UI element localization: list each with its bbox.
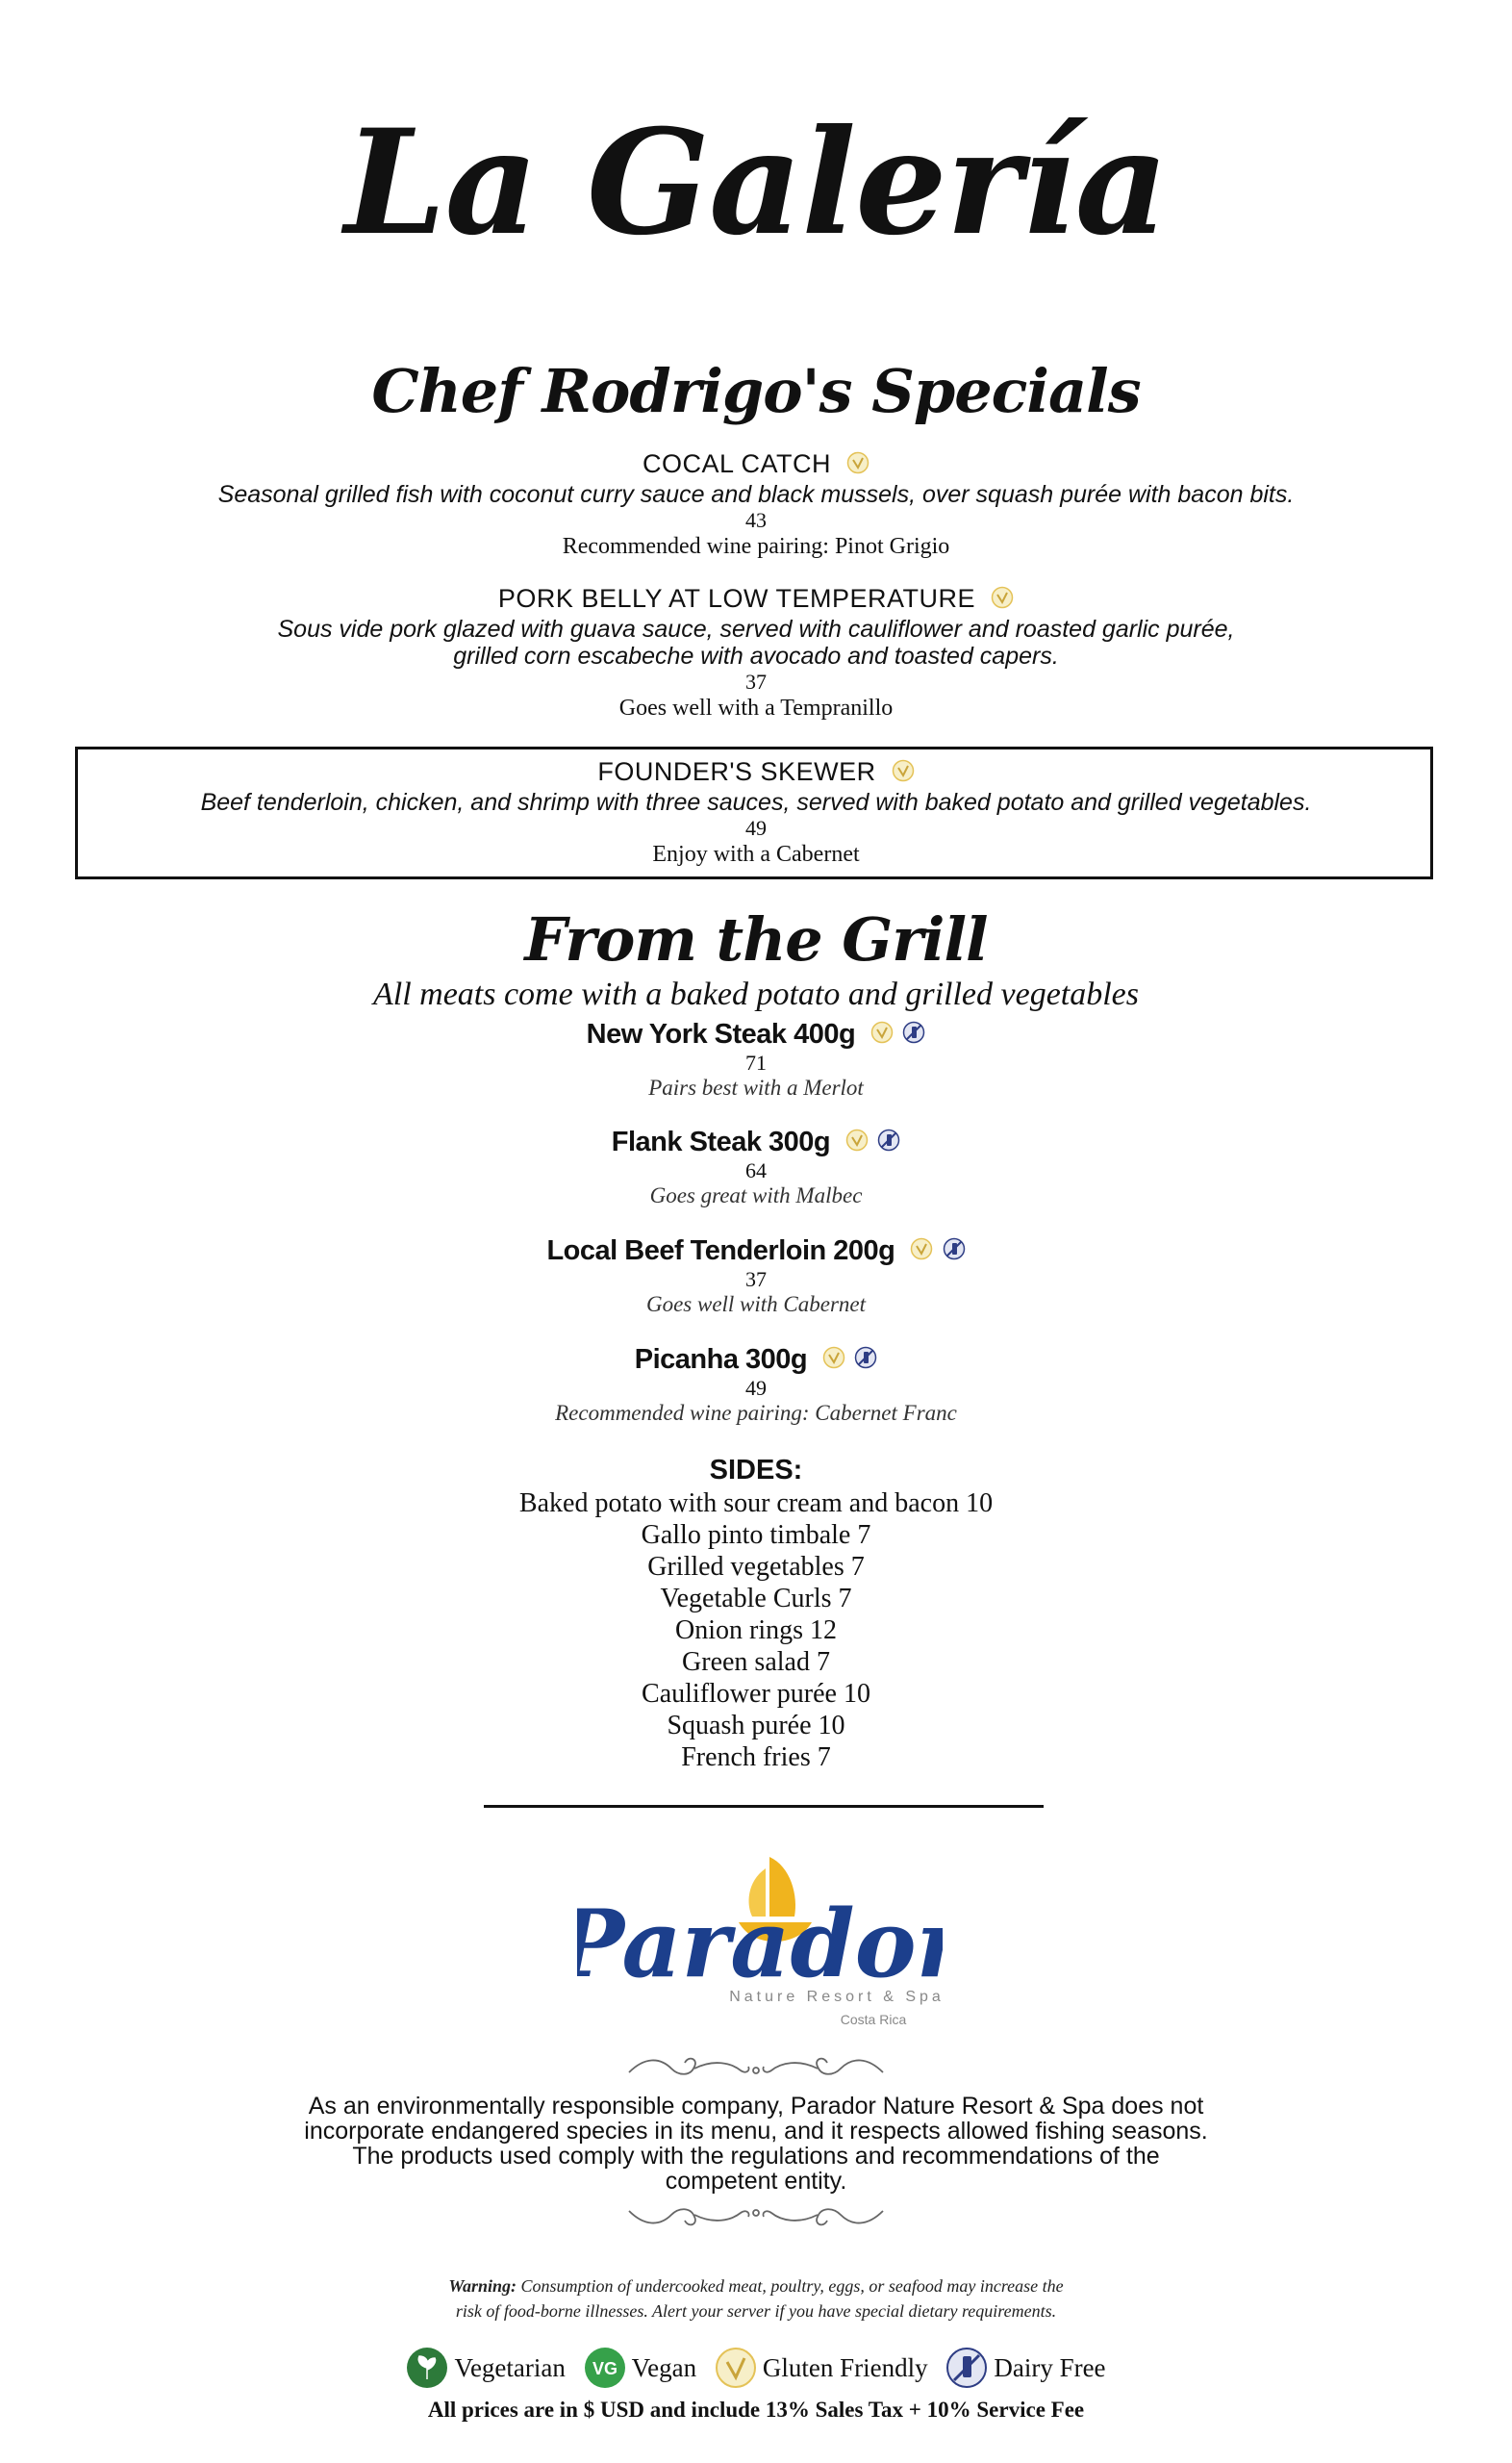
grill-item-price: 49 (745, 1376, 767, 1401)
dish-pairing: Enjoy with a Cabernet (652, 841, 860, 867)
gluten-friendly-icon (870, 1019, 894, 1052)
side-item: Squash purée 10 (667, 1711, 845, 1740)
notice-line: The products used comply with the regulations and recommendations of the (352, 2143, 1160, 2170)
warning-label: Warning: (448, 2276, 517, 2296)
grill-item-picanha (0, 1343, 1512, 1427)
sides-heading: SIDES: (709, 1455, 803, 1485)
legend-label: Gluten Friendly (762, 2353, 928, 2382)
grill-item-price: 37 (745, 1267, 767, 1292)
gluten-friendly-icon (715, 2347, 757, 2389)
logo-tagline: Nature Resort & Spa (729, 1989, 943, 2005)
grill-item-new-york-steak (0, 1018, 1512, 1102)
dairy-free-icon (943, 1235, 966, 1268)
warning-line: risk of food-borne illnesses. Alert your server if you have special dietary requirements. (455, 2301, 1057, 2321)
specials-section (0, 356, 1512, 427)
grill-item-local-beef-tenderloin (0, 1234, 1512, 1318)
dish-name: PORK BELLY AT LOW TEMPERATURE (497, 584, 976, 613)
section-divider (484, 1805, 1044, 1808)
grill-item-name: Local Beef Tenderloin 200g (546, 1235, 895, 1266)
ornament-top-icon (625, 2049, 887, 2088)
dish-name: FOUNDER'S SKEWER (597, 757, 876, 786)
grill-item-pairing: Goes well with Cabernet (645, 1292, 867, 1317)
specials-title: Chef Rodrigo's Specials (371, 356, 1141, 426)
gluten-friendly-icon (910, 1235, 933, 1268)
notice-line: As an environmentally responsible company, Parador Nature Resort & Spa does not (308, 2093, 1204, 2120)
grill-title: From the Grill (524, 904, 988, 975)
dairy-free-icon (877, 1127, 900, 1159)
warning-line: Consumption of undercooked meat, poultry, eggs, or seafood may increase the (520, 2276, 1064, 2296)
grill-section (0, 904, 1512, 1014)
dish-pairing: Recommended wine pairing: Pinot Grigio (562, 533, 950, 559)
gluten-friendly-icon (892, 758, 915, 789)
side-item: Baked potato with sour cream and bacon 10 (518, 1488, 994, 1518)
side-item: Grilled vegetables 7 (647, 1552, 865, 1582)
dish-price: 49 (745, 815, 767, 840)
grill-item-flank-steak (0, 1126, 1512, 1209)
sides-section (0, 1453, 1512, 1773)
parador-logo (577, 1847, 943, 2030)
legend-label: Dairy Free (994, 2353, 1106, 2382)
grill-subtitle: All meats come with a baked potato and grilled vegetables (372, 977, 1139, 1012)
dish-description-line-2: grilled corn escabeche with avocado and toasted capers. (453, 642, 1059, 670)
legend-dairy-free (945, 2346, 1105, 2390)
side-item: Vegetable Curls 7 (660, 1584, 852, 1613)
side-item: Gallo pinto timbale 7 (641, 1520, 871, 1550)
notice-line: incorporate endangered species in its menu, and it respects allowed fishing seasons. (304, 2118, 1208, 2145)
dish-description: Seasonal grilled fish with coconut curry sauce and black mussels, over squash purée with bacon bits. (217, 480, 1295, 508)
legend-vegan (584, 2346, 696, 2390)
gluten-friendly-icon (846, 450, 869, 481)
grill-item-pairing: Goes great with Malbec (649, 1183, 863, 1208)
grill-item-name: Picanha 300g (634, 1344, 808, 1375)
grill-item-pairing: Recommended wine pairing: Cabernet Franc (555, 1401, 957, 1426)
dish-name: COCAL CATCH (642, 449, 831, 478)
dairy-free-icon (902, 1019, 925, 1052)
legend-label: Vegetarian (454, 2353, 566, 2382)
grill-item-name: Flank Steak 300g (611, 1127, 831, 1157)
grill-item-name: New York Steak 400g (586, 1019, 856, 1050)
logo-location: Costa Rica (840, 2012, 907, 2027)
dish-description-line-1: Sous vide pork glazed with guava sauce, served with cauliflower and roasted garlic purée, (277, 615, 1235, 643)
side-item: Cauliflower purée 10 (642, 1679, 870, 1709)
side-item: Onion rings 12 (675, 1615, 837, 1645)
side-item: Green salad 7 (682, 1647, 830, 1677)
dish-description: Beef tenderloin, chicken, and shrimp with three sauces, served with baked potato and grilled vegetables. (200, 788, 1312, 816)
vegan-badge: VG (592, 2359, 617, 2378)
legend-gluten-friendly (715, 2346, 928, 2390)
ornament-bottom-icon (625, 2196, 887, 2234)
logo-brand: arador (621, 1890, 943, 1998)
dish-pairing: Goes well with a Tempranillo (618, 695, 894, 721)
grill-item-price: 64 (745, 1158, 767, 1183)
dietary-legend (0, 2346, 1512, 2402)
restaurant-title: La Galería (344, 98, 1168, 267)
special-item-cocal-catch (0, 448, 1512, 560)
grill-item-pairing: Pairs best with a Merlot (648, 1076, 864, 1101)
prices-note: All prices are in $ USD and include 13% Sales Tax + 10% Service Fee (427, 2398, 1085, 2422)
vegan-icon (584, 2347, 626, 2389)
gluten-friendly-icon (845, 1127, 869, 1159)
legend-label: Vegan (631, 2353, 697, 2382)
notice-line: competent entity. (665, 2168, 847, 2195)
special-item-pork-belly (0, 583, 1512, 722)
gluten-friendly-icon (822, 1344, 845, 1377)
grill-item-price: 71 (745, 1051, 767, 1076)
special-item-founders-skewer (0, 756, 1512, 868)
dish-price: 37 (745, 669, 767, 694)
dairy-free-icon (854, 1344, 877, 1377)
legend-vegetarian (406, 2346, 565, 2390)
gluten-friendly-icon (991, 585, 1014, 616)
dairy-free-icon (945, 2347, 988, 2389)
vegetarian-icon (406, 2347, 448, 2389)
environmental-notice (0, 2094, 1512, 2194)
food-safety-warning (0, 2273, 1512, 2323)
dish-price: 43 (745, 507, 767, 532)
side-item: French fries 7 (681, 1742, 831, 1772)
